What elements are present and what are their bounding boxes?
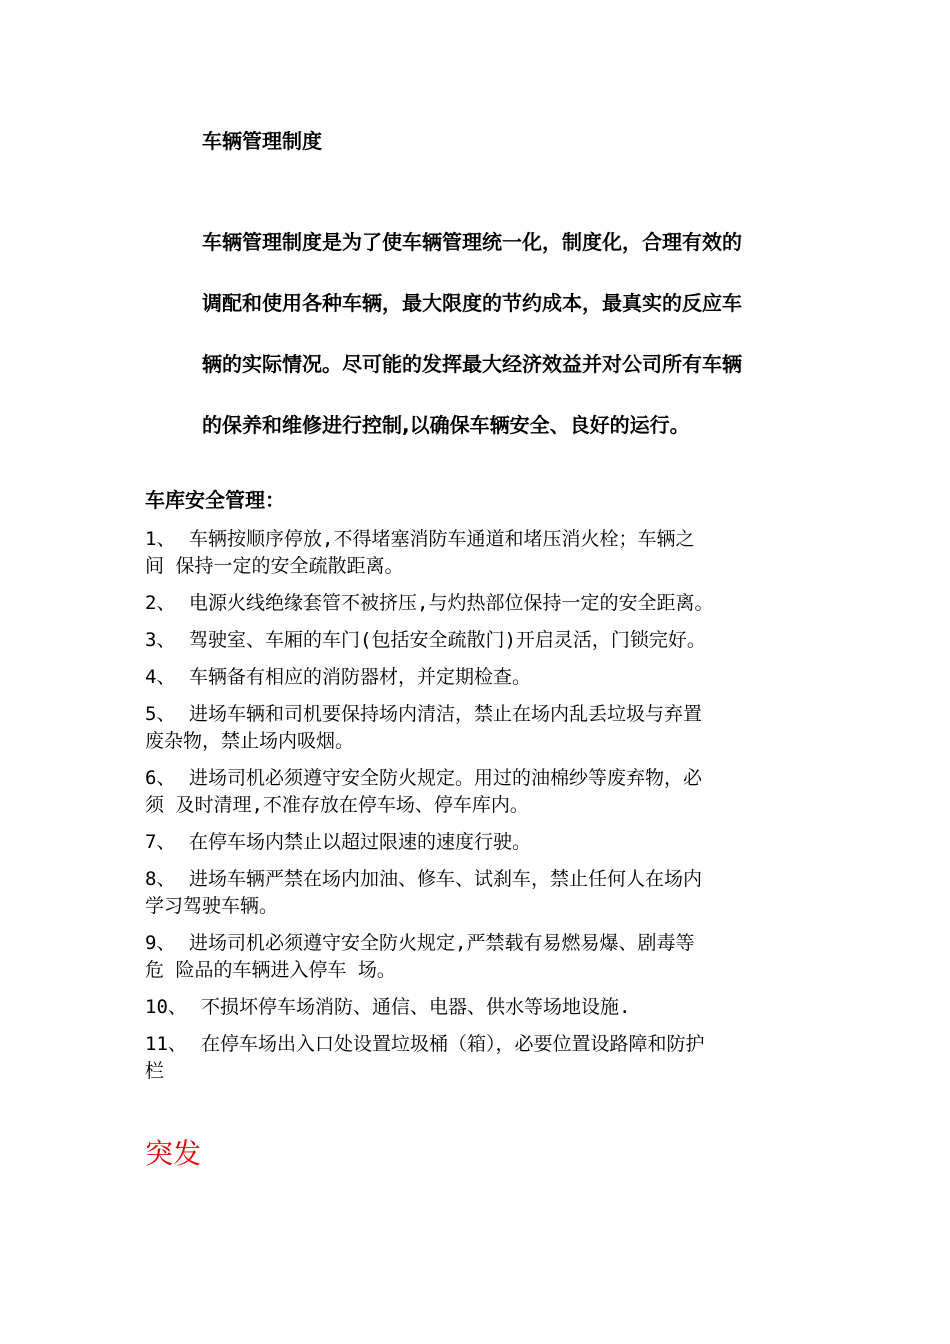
list-item bbox=[145, 930, 815, 984]
list-item bbox=[145, 829, 815, 856]
rule-text: 在停车场出入口处设置垃圾桶（箱），必要位置设路障和防护 bbox=[201, 1033, 705, 1055]
list-item bbox=[145, 627, 815, 654]
rule-number: 6、 bbox=[145, 767, 176, 789]
rule-number: 3、 bbox=[145, 629, 176, 651]
rule-text: 进场车辆严禁在场内加油、修车、试刹车，禁止任何人在场内 bbox=[189, 868, 703, 890]
list-item bbox=[145, 994, 815, 1021]
list-item bbox=[145, 1031, 815, 1085]
intro-line: 调配和使用各种车辆，最大限度的节约成本，最真实的反应车 bbox=[202, 291, 742, 315]
rule-text: 车辆备有相应的消防器材，并定期检查。 bbox=[189, 666, 532, 688]
intro-paragraph bbox=[202, 212, 812, 456]
rule-text: 须 及时清理,不准存放在停车场、停车库内。 bbox=[145, 794, 529, 816]
document-title: 车辆管理制度 bbox=[202, 129, 322, 153]
intro-line: 辆的实际情况。尽可能的发挥最大经济效益并对公司所有车辆 bbox=[202, 352, 742, 376]
rule-number: 9、 bbox=[145, 932, 176, 954]
rule-number: 2、 bbox=[145, 592, 176, 614]
list-item bbox=[145, 526, 815, 580]
rule-number: 4、 bbox=[145, 666, 176, 688]
rule-number: 11、 bbox=[145, 1033, 187, 1055]
intro-line: 的保养和维修进行控制,以确保车辆安全、良好的运行。 bbox=[202, 413, 690, 437]
rule-text: 驾驶室、车厢的车门(包括安全疏散门)开启灵活，门锁完好。 bbox=[189, 629, 706, 651]
list-item bbox=[145, 866, 815, 920]
list-item bbox=[145, 664, 815, 691]
section-heading: 车库安全管理： bbox=[145, 488, 285, 512]
list-item bbox=[145, 701, 815, 755]
rule-text: 栏 bbox=[145, 1060, 165, 1082]
rule-text: 在停车场内禁止以超过限速的速度行驶。 bbox=[189, 831, 532, 853]
tail-heading: 突发 bbox=[145, 1137, 202, 1170]
rule-text: 电源火线绝缘套管不被挤压,与灼热部位保持一定的安全距离。 bbox=[189, 592, 714, 614]
rule-number: 7、 bbox=[145, 831, 176, 853]
intro-line: 车辆管理制度是为了使车辆管理统一化，制度化，合理有效的 bbox=[202, 230, 742, 254]
rule-text: 危 险品的车辆进入停车 场。 bbox=[145, 959, 396, 981]
rule-number: 5、 bbox=[145, 703, 176, 725]
rule-text: 车辆按顺序停放,不得堵塞消防车通道和堵压消火栓；车辆之 bbox=[189, 528, 695, 550]
rule-number: 8、 bbox=[145, 868, 176, 890]
rules-list bbox=[145, 526, 815, 1095]
list-item bbox=[145, 765, 815, 819]
rule-text: 不损坏停车场消防、通信、电器、供水等场地设施. bbox=[201, 996, 631, 1018]
rule-text: 进场车辆和司机要保持场内清洁，禁止在场内乱丢垃圾与弃置 bbox=[189, 703, 703, 725]
rule-number: 1、 bbox=[145, 528, 176, 550]
rule-text: 进场司机必须遵守安全防火规定。用过的油棉纱等废弃物，必 bbox=[189, 767, 703, 789]
rule-text: 间 保持一定的安全疏散距离。 bbox=[145, 555, 404, 577]
rule-text: 进场司机必须遵守安全防火规定,严禁载有易燃易爆、剧毒等 bbox=[189, 932, 695, 954]
list-item bbox=[145, 590, 815, 617]
rule-number: 10、 bbox=[145, 996, 187, 1018]
rule-text: 废杂物，禁止场内吸烟。 bbox=[145, 730, 355, 752]
rule-text: 学习驾驶车辆。 bbox=[145, 895, 279, 917]
